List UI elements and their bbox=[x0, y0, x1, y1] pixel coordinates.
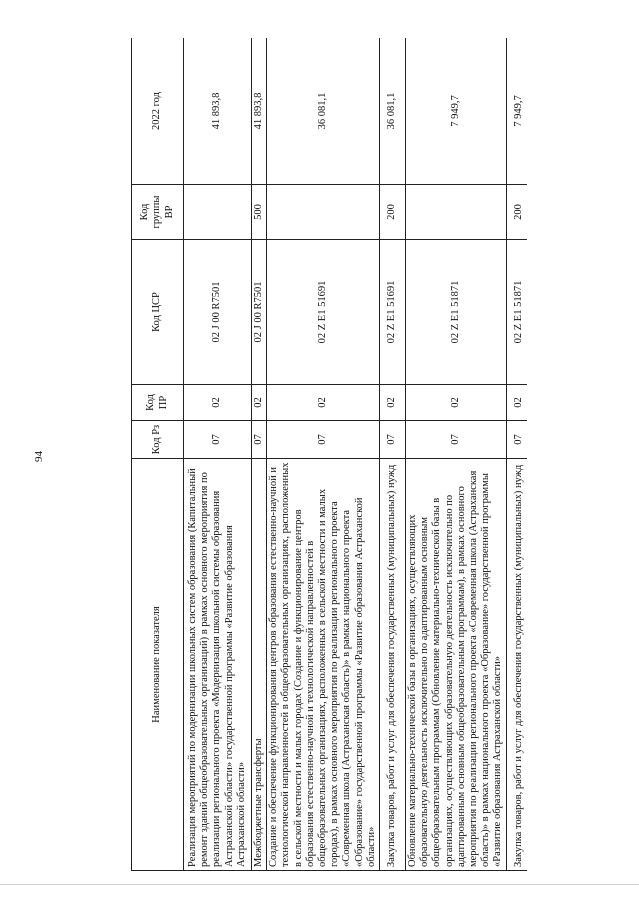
row-pr: 02 bbox=[506, 385, 527, 421]
table-row bbox=[380, 38, 406, 871]
row-vr bbox=[184, 185, 252, 240]
row-pr: 02 bbox=[252, 385, 267, 421]
table-row bbox=[252, 38, 267, 871]
header-name: Наименование показателя bbox=[132, 459, 184, 871]
header-csr: Код ЦСР bbox=[132, 240, 184, 385]
row-pr: 02 bbox=[184, 385, 252, 421]
row-vr: 200 bbox=[506, 185, 527, 240]
header-vr: Код группы ВР bbox=[132, 185, 184, 240]
row-name: Обновление материально-технической базы в организациях, осуществляющих образовательную деятельность исключительно по адаптированным основным общеобразовательным программам (Обновление материально-технической базы в организациях, осуществляющих образовательную деятельность исключительно по адаптированным основным общеобразовательным программам), в рамках основного мероприятия по реализации регионального проекта «Современная школа (Астраханская область)» в рамках национального проекта «Образование» государственной программы «Развитие образования Астраханской области» bbox=[406, 459, 507, 871]
row-vr bbox=[406, 185, 507, 240]
row-value: 36 081,1 bbox=[267, 38, 380, 185]
row-value: 7 949,7 bbox=[506, 38, 527, 185]
row-value: 41 893,8 bbox=[252, 38, 267, 185]
row-pr: 02 bbox=[267, 385, 380, 421]
page-number: 94 bbox=[33, 451, 45, 462]
row-rz: 07 bbox=[267, 421, 380, 459]
row-name: Закупка товаров, работ и услуг для обеспечения государственных (муниципальных) нужд bbox=[380, 459, 406, 871]
row-rz: 07 bbox=[252, 421, 267, 459]
row-csr: 02 Z E1 51871 bbox=[406, 240, 507, 385]
row-name: Закупка товаров, работ и услуг для обеспечения государственных (муниципальных) нужд bbox=[506, 459, 527, 871]
table-header-row bbox=[132, 38, 184, 871]
row-value: 7 949,7 bbox=[406, 38, 507, 185]
row-pr: 02 bbox=[380, 385, 406, 421]
row-value: 41 893,8 bbox=[184, 38, 252, 185]
table-row bbox=[506, 38, 527, 871]
table-row bbox=[184, 38, 252, 871]
row-rz: 07 bbox=[184, 421, 252, 459]
row-csr: 02 Z E1 51691 bbox=[380, 240, 406, 385]
row-name: Реализация мероприятий по модернизации школьных систем образования (Капитальный ремонт зданий общеобразовательных организаций) в рамках основного мероприятия по реализации регионального проекта «Модернизация школьной системы образования Астраханской области» государственной программы «Развитие образования Астраханской области» bbox=[184, 459, 252, 871]
row-name: Межбюджетные трансферты bbox=[252, 459, 267, 871]
row-pr: 02 bbox=[406, 385, 507, 421]
scan-edge-line bbox=[0, 884, 639, 885]
row-csr: 02 Z E1 51691 bbox=[267, 240, 380, 385]
row-csr: 02 J 00 R7501 bbox=[252, 240, 267, 385]
row-rz: 07 bbox=[506, 421, 527, 459]
rotated-table-area bbox=[131, 38, 527, 871]
header-year: 2022 год bbox=[132, 38, 184, 185]
row-csr: 02 J 00 R7501 bbox=[184, 240, 252, 385]
header-pr: Код ПР bbox=[132, 385, 184, 421]
row-csr: 02 Z E1 51871 bbox=[506, 240, 527, 385]
budget-table bbox=[131, 38, 527, 871]
row-vr bbox=[267, 185, 380, 240]
row-rz: 07 bbox=[406, 421, 507, 459]
row-name: Создание и обеспечение функционирования центров образования естественно-научной и технологической направленностей в общеобразовательных организациях, расположенных в сельской местности и малых городах (Создание и функционирование центров образования естественно-научной и технологической направленностей в общеобразовательных организациях, расположенных в сельской местности и малых городах), в рамках основного мероприятия по реализации регионального проекта «Современная школа (Астраханская область)» в рамках национального проекта «Образование» государственной программы «Развитие образования Астраханской области» bbox=[267, 459, 380, 871]
table-row bbox=[267, 38, 380, 871]
row-vr: 200 bbox=[380, 185, 406, 240]
row-value: 36 081,1 bbox=[380, 38, 406, 185]
header-rz: Код Рз bbox=[132, 421, 184, 459]
row-rz: 07 bbox=[380, 421, 406, 459]
table-row bbox=[406, 38, 507, 871]
row-vr: 500 bbox=[252, 185, 267, 240]
